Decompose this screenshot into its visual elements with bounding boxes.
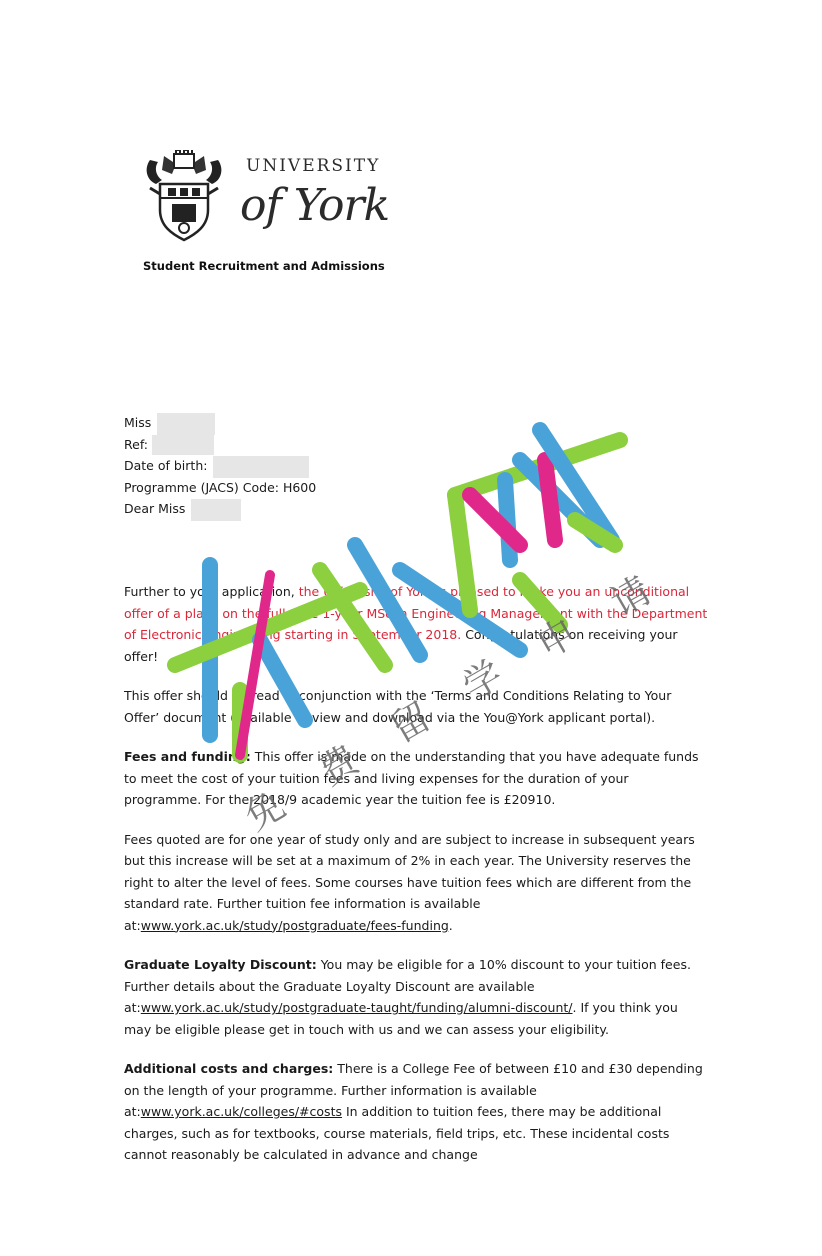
dear-line — [124, 498, 316, 520]
programme-line: Programme (JACS) Code: H600 — [124, 479, 317, 495]
dob-label: Date of birth: — [124, 458, 208, 473]
watermark-char-5: 申 — [529, 609, 585, 668]
offer-intro: Further to your application, — [124, 584, 299, 599]
college-costs-link[interactable]: www.york.ac.uk/colleges/#costs — [140, 1104, 342, 1119]
offer-highlight: the University of York is pleased to make you an unconditional offer of a place on the full-time 1-year MSc in Engineering Management with the Department of Electronic Engineering starting in September 2018. — [124, 584, 708, 642]
fees-label: Fees and funding: — [124, 749, 251, 764]
recipient-name-line — [124, 412, 316, 434]
watermark-char-6: 请 — [603, 567, 659, 626]
additional-costs-paragraph — [124, 1058, 709, 1166]
ref-label: Ref: — [124, 436, 148, 452]
watermark-char-2: 费 — [311, 736, 367, 795]
additional-costs-end: In addition to tuition fees, there may be additional charges, such as for textbooks, course materials, field trips, etc. These incidental costs cannot reasonably be calculated in advance and change — [124, 1104, 670, 1162]
loyalty-label: Graduate Loyalty Discount: — [124, 957, 317, 972]
logo-university-text: UNIVERSITY — [246, 156, 381, 176]
loyalty-paragraph — [124, 954, 709, 1040]
salutation-text: Miss — [124, 415, 152, 430]
redacted-ref — [152, 435, 214, 455]
department-name: Student Recruitment and Admissions — [143, 259, 385, 273]
offer-congrats: Congratulations on receiving your offer! — [124, 627, 678, 664]
fees-funding-link[interactable]: www.york.ac.uk/study/postgraduate/fees-funding — [140, 917, 449, 933]
additional-costs-label: Additional costs and charges: — [124, 1061, 334, 1076]
additional-costs-text: There is a College Fee of between £10 and £30 depending on the length of your programme. Further information is available at: — [124, 1061, 703, 1119]
recipient-block — [124, 412, 316, 520]
redacted-dob — [213, 456, 309, 478]
terms-paragraph: This offer should be read in conjunction with the ‘Terms and Conditions Relating to Your Offer’ document (available to view and download via the You@York applicant portal). — [124, 688, 672, 725]
fees-detail-paragraph — [124, 829, 709, 937]
loyalty-end: . If you think you may be eligible please get in touch with us and we can assess your eligibility. — [124, 1000, 678, 1037]
dob-line — [124, 455, 316, 477]
watermark-char-3: 留 — [383, 693, 439, 752]
alumni-discount-link[interactable]: www.york.ac.uk/study/postgraduate-taught/funding/alumni-discount/ — [140, 1000, 573, 1015]
letter-body — [124, 581, 709, 1184]
fees-detail-text: Fees quoted are for one year of study only and are subject to increase in subsequent years but this increase will be set at a maximum of 2% in each year. The University reserves the right to alter the level of fees. Some courses have tuition fees which are different from the standard rate. Further tuition fee information is available at: — [124, 831, 695, 933]
fees-paragraph — [124, 746, 709, 811]
fees-text: This offer is made on the understanding that you have adequate funds to meet the cost of your tuition fees and living expenses for the duration of your programme. For the 2018/9 academic year the tuition fee is £20910. — [124, 749, 699, 807]
offer-paragraph — [124, 581, 709, 667]
fees-detail-end: . — [448, 917, 453, 933]
university-logo — [142, 150, 392, 246]
ref-line — [124, 434, 316, 456]
watermark-char-4: 学 — [455, 651, 511, 710]
logo-york-text: of York — [240, 180, 390, 231]
dear-text: Dear Miss — [124, 501, 186, 516]
watermark-char-1: 免 — [237, 781, 293, 840]
redacted-dear-name — [191, 499, 241, 521]
crest-icon — [142, 150, 226, 242]
loyalty-text: You may be eligible for a 10% discount to your tuition fees. Further details about the Graduate Loyalty Discount are available at: — [124, 957, 691, 1015]
redacted-name — [157, 413, 215, 435]
